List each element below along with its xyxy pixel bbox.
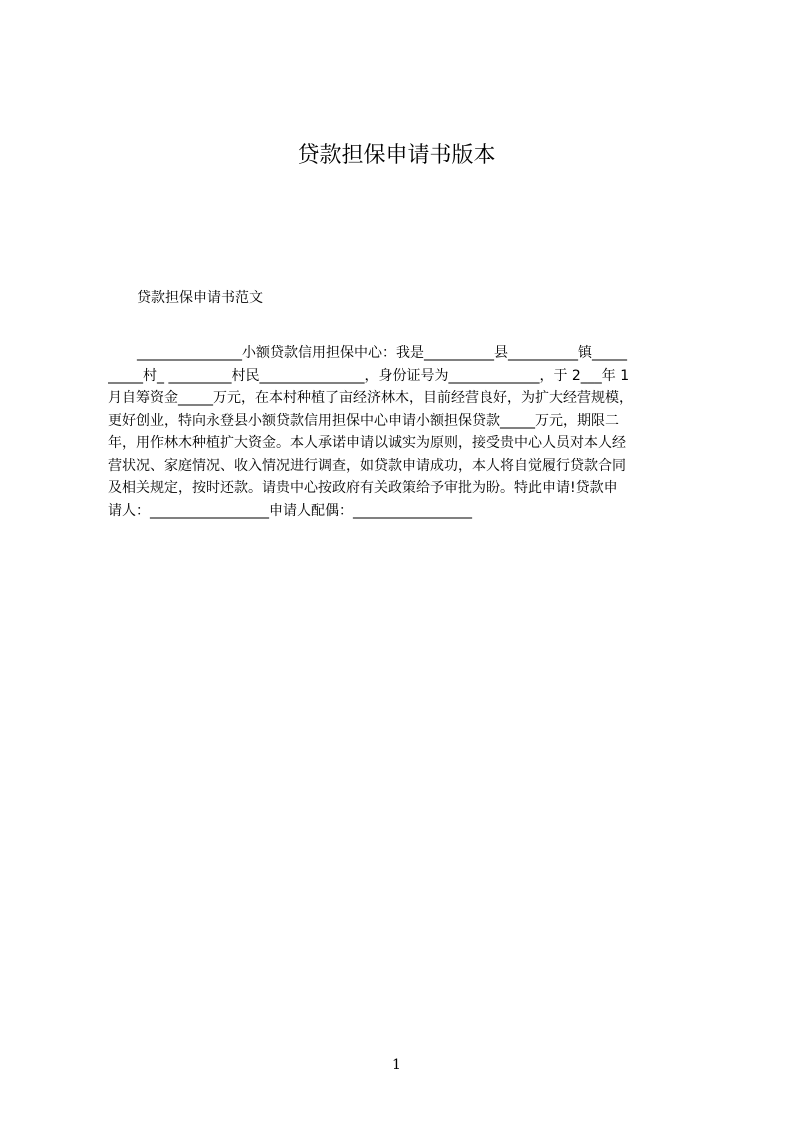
- document-subheading: 贷款担保申请书范文: [137, 290, 263, 306]
- document-title: 贷款担保申请书版本: [297, 143, 496, 168]
- body-line: 更好创业，特向永登县小额贷款信用担保中心申请小额担保贷款_____万元，期限二: [108, 412, 619, 429]
- body-line: 请人：_________________申请人配偶：_________________: [108, 502, 472, 519]
- body-line: 年，用作林木种植扩大资金。本人承诺申请以诚实为原则，接受贵中心人员对本人经: [108, 435, 626, 451]
- application-body: [108, 343, 696, 523]
- body-line: 营状况、家庭情况、收入情况进行调查，如贷款申请成功，本人将自觉履行贷款合同: [108, 457, 626, 474]
- body-line: _____村_ _________村民_______________，身份证号为_____________，于 2___年 1: [108, 367, 630, 384]
- page-number: 1: [392, 1057, 401, 1073]
- body-line: _______________小额贷款信用担保中心：我是__________县__________镇_____: [137, 345, 627, 361]
- body-line: 月自筹资金_____万元，在本村种植了亩经济林木，目前经营良好，为扩大经营规模，: [108, 390, 633, 406]
- body-line: 及相关规定，按时还款。请贵中心按政府有关政策给予审批为盼。特此申请!贷款申: [108, 480, 618, 496]
